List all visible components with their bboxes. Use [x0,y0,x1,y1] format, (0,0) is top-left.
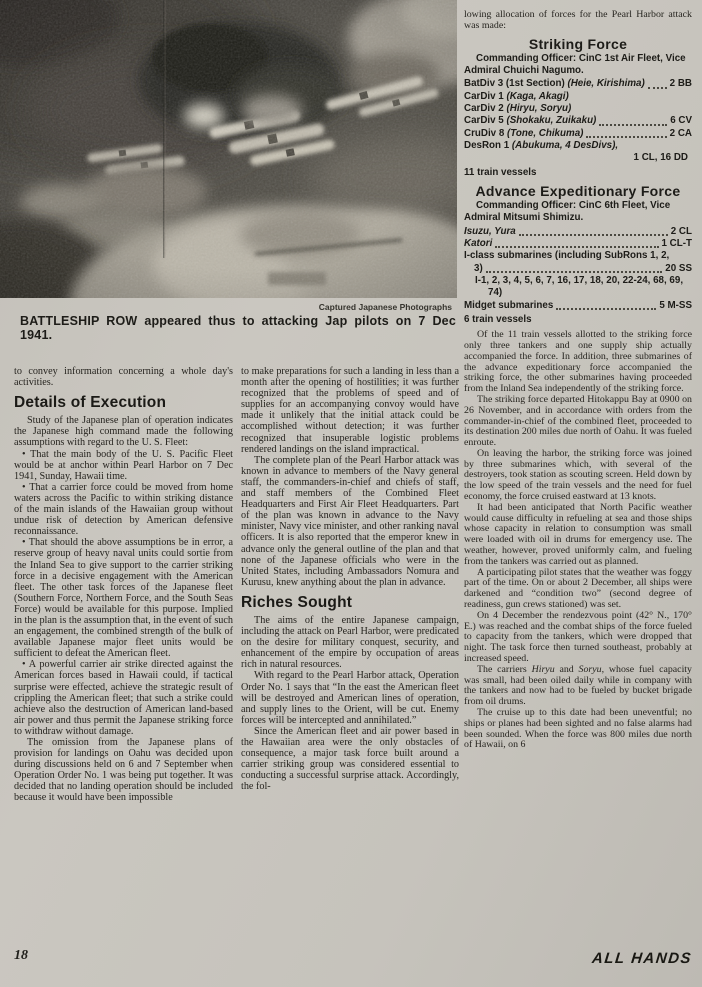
section-heading-riches-sought: Riches Sought [241,593,353,611]
body-paragraph-carriers: The carriers Hiryu and Soryu, whose fuel capacity was small, had been oiled daily while in company with the tankers and now had to be fueled by bucket brigade from oil drums. [464,663,692,708]
force-train-vessels: 6 train vessels [464,313,532,325]
body-paragraph: On 4 December the rendezvous point (42° N., 170° E.) was reached and the combat ships of the force fueled to capacity from the tankers, which were dropped that night. The task force then turned southeast, probably at increased speed. [464,609,692,665]
force-row: DesRon 1 (Abukuma, 4 DesDivs), [464,139,619,151]
body-paragraph: The complete plan of the Pearl Harbor attack was known in advance to members of the Navy general staff, the commanders-in-chief and chiefs of staff, and staff members of the Combined Fleet Headquarters and First Air Fleet Headquarters. Part of the plan was known in advance to the Navy minister, Navy vice minister, and other ranking naval officers. It is also reported that the emperor knew in advance only the general outline of the plan and that none of the Japanese officials who were in the United States, including Ambassadors Nomura and Kurusu, knew anything about the plan in advance. [241,454,459,588]
leader-dots [519,234,668,236]
photo-caption: BATTLESHIP ROW appeared thus to attacking Jap pilots on 7 Dec 1941. [20,314,456,342]
leader-dots [556,308,656,310]
section-heading-details-of-execution: Details of Execution [14,394,167,412]
body-paragraph: A participating pilot states that the weather was foggy part of the time. On or about 2 December, all ships were darkened and “condition two” (second degree of readiness, gun crews stationed) was set. [464,566,692,611]
body-paragraph: Since the American fleet and air power based in the Hawaiian area were the only obstacles of consequence, a major task force built around a carrier striking group was considered essential to conducting a successful surprise attack. Accordingly, the fol- [241,725,459,793]
force-row: CarDiv 2 (Hiryu, Soryu) [464,103,572,115]
leader-dots [586,136,666,138]
force-submarine-numbers: I-1, 2, 3, 4, 5, 6, 7, 16, 17, 18, 20, 22-24, 68, 69, 74) [475,274,684,299]
force-commanding-officer: Commanding Officer: CinC 1st Air Fleet, Vice Admiral Chuichi Nagumo. [464,52,686,77]
body-paragraph: The striking force departed Hitokappu Bay at 0900 on 26 November, and in accordance with orders from the commander-in-chief of the combined fleet, proceeded to its destination 200 miles due north of Oahu. It was fueled enroute. [464,393,692,449]
force-title: Advance Expeditionary Force [475,182,681,199]
body-paragraph: With regard to the Pearl Harbor attack, Operation Order No. 1 says that “In the east the American fleet will be destroyed and American lines of operation, and supply lines to the Orient, will be cut. Enemy forces will be intercepted and annihilated.” [241,670,459,726]
continuation-paragraph: to convey information concerning a whole day's activities. [14,366,233,389]
force-row: CruDiv 8 (Tone, Chikuma) 2 CA [464,127,692,139]
continuation-paragraph: to make preparations for such a landing in less than a month after the opening of hostilities; it was further recognized that the problems of speed and of supplies for an accompanying convoy would have made it unlikely that the initial attack could be accomplished without detection; it was further recognized that insuperable logistic problems rendered landings on the island impractical. [241,366,459,455]
body-paragraph: The cruise up to this date had been uneventful; no ships or planes had been sighted and no false alarms had been sounded. When the force was 800 miles due north of Hawaii, on 6 [464,707,692,751]
battleship-row-photo-art [0,0,457,298]
bullet-paragraph: • That a carrier force could be moved from home waters across the Pacific to within striking distance of the main islands of the Hawaiian group without undue risk of detection by American defensive reconnaissance. [14,481,233,538]
leader-dots [486,271,663,273]
force-title: Striking Force [528,35,628,52]
column-left [14,366,233,804]
photo-credit: Captured Japanese Photographs [318,302,452,312]
leader-dots [599,124,667,126]
body-paragraph: Study of the Japanese plan of operation indicates the Japanese high command made the following assumptions with regard to the U. S. Fleet: [14,415,233,449]
force-row: Isuzu, Yura 2 CL [464,225,692,237]
body-paragraph: The aims of the entire Japanese campaign, including the attack on Pearl Harbor, were predicated on the desire for military conquest, security, and enhancement of the empire by occupation of areas rich in natural resources. [241,614,459,671]
ship-name-hiryu: Hiryu [531,663,555,675]
leader-dots [495,246,658,248]
force-row: Midget submarines 5 M-SS [464,299,692,311]
force-list-advance [464,182,692,326]
leader-dots [648,87,667,89]
magazine-brand: ALL HANDS [591,950,693,967]
column-right [464,10,692,751]
body-paragraph: Of the 11 train vessels allotted to the striking force only three tankers and one supply ship actually accompanied the force. In addition, three submarines of the advance expeditionary force accompanied the striking force, the other submarines having proceeded from the Inland Sea independently of the striking force. [464,329,692,395]
force-row: 3) 20 SS [474,262,692,274]
column-middle [241,366,459,792]
continuation-paragraph: lowing allocation of forces for the Pearl Harbor attack was made: [464,9,692,31]
battleship-row-photo [0,0,457,298]
bullet-paragraph: • That should the above assumptions be in error, a reserve group of heavy naval units could sortie from the Inland Sea to give support to the carrier striking force in a decisive engagement with the American fleet. The other task forces of the Japanese fleet (Southern Force, Northern Force, and the South Seas Force) would be available for this purpose. Implied in the plan is the assumption that, in the event of such an engagement, the combined strength of the bulk of available Japanese major fleet units would be sufficient to defeat the American fleet. [14,537,233,660]
body-paragraph: On leaving the harbor, the striking force was joined by three submarines which, with several of the destroyers, took station as scouting screen. Held down by the low speed of the train vessels and the need for fuel economy, the force cruised eastward at 13 knots. [464,447,692,503]
body-paragraph: The omission from the Japanese plans of provision for landings on Oahu was decided upon during discussions held on 6 and 7 September when Operation Order No. 1 was being put together. It was decided that no landing operation should be included because it would have been impossible [14,737,233,804]
ship-name-soryu: Soryu, [578,663,605,675]
force-row-overflow: 1 CL, 16 DD [633,152,688,164]
force-train-vessels: 11 train vessels [464,166,537,178]
body-paragraph: It had been anticipated that North Pacific weather would cause difficulty in refueling at sea and those ships whose capacity in relation to consumption was small were loaded with oil in drums for emergency use. The weather, however, proved uniformly calm, and fueling from the tankers was carried out as planned. [464,501,692,567]
page-number: 18 [14,948,28,963]
force-commanding-officer: Commanding Officer: CinC 6th Fleet, Vice Admiral Mitsumi Shimizu. [464,200,671,224]
force-row: Katori 1 CL-T [464,238,692,250]
force-row: CarDiv 5 (Shokaku, Zuikaku) 6 CV [464,115,692,127]
bullet-paragraph: • A powerful carrier air strike directed against the American forces based in Hawaii could, if tactical surprise were effected, achieve the strategic result of crippling the American fleet; that such a strike could achieve also the destruction of American land-based air power and thus permit the Japanese striking force to withdraw without damage. [14,659,233,737]
force-row: CarDiv 1 (Kaga, Akagi) [464,90,569,102]
force-row: BatDiv 3 (1st Section) (Heie, Kirishima) 2 BB [464,78,692,90]
bullet-paragraph: • That the main body of the U. S. Pacific Fleet would be at anchor within Pearl Harbor on 7 Dec 1941, Sunday, Hawaii time. [14,448,233,482]
force-row: I-class submarines (including SubRons 1, 2, [464,250,670,262]
force-list-striking [464,35,692,179]
